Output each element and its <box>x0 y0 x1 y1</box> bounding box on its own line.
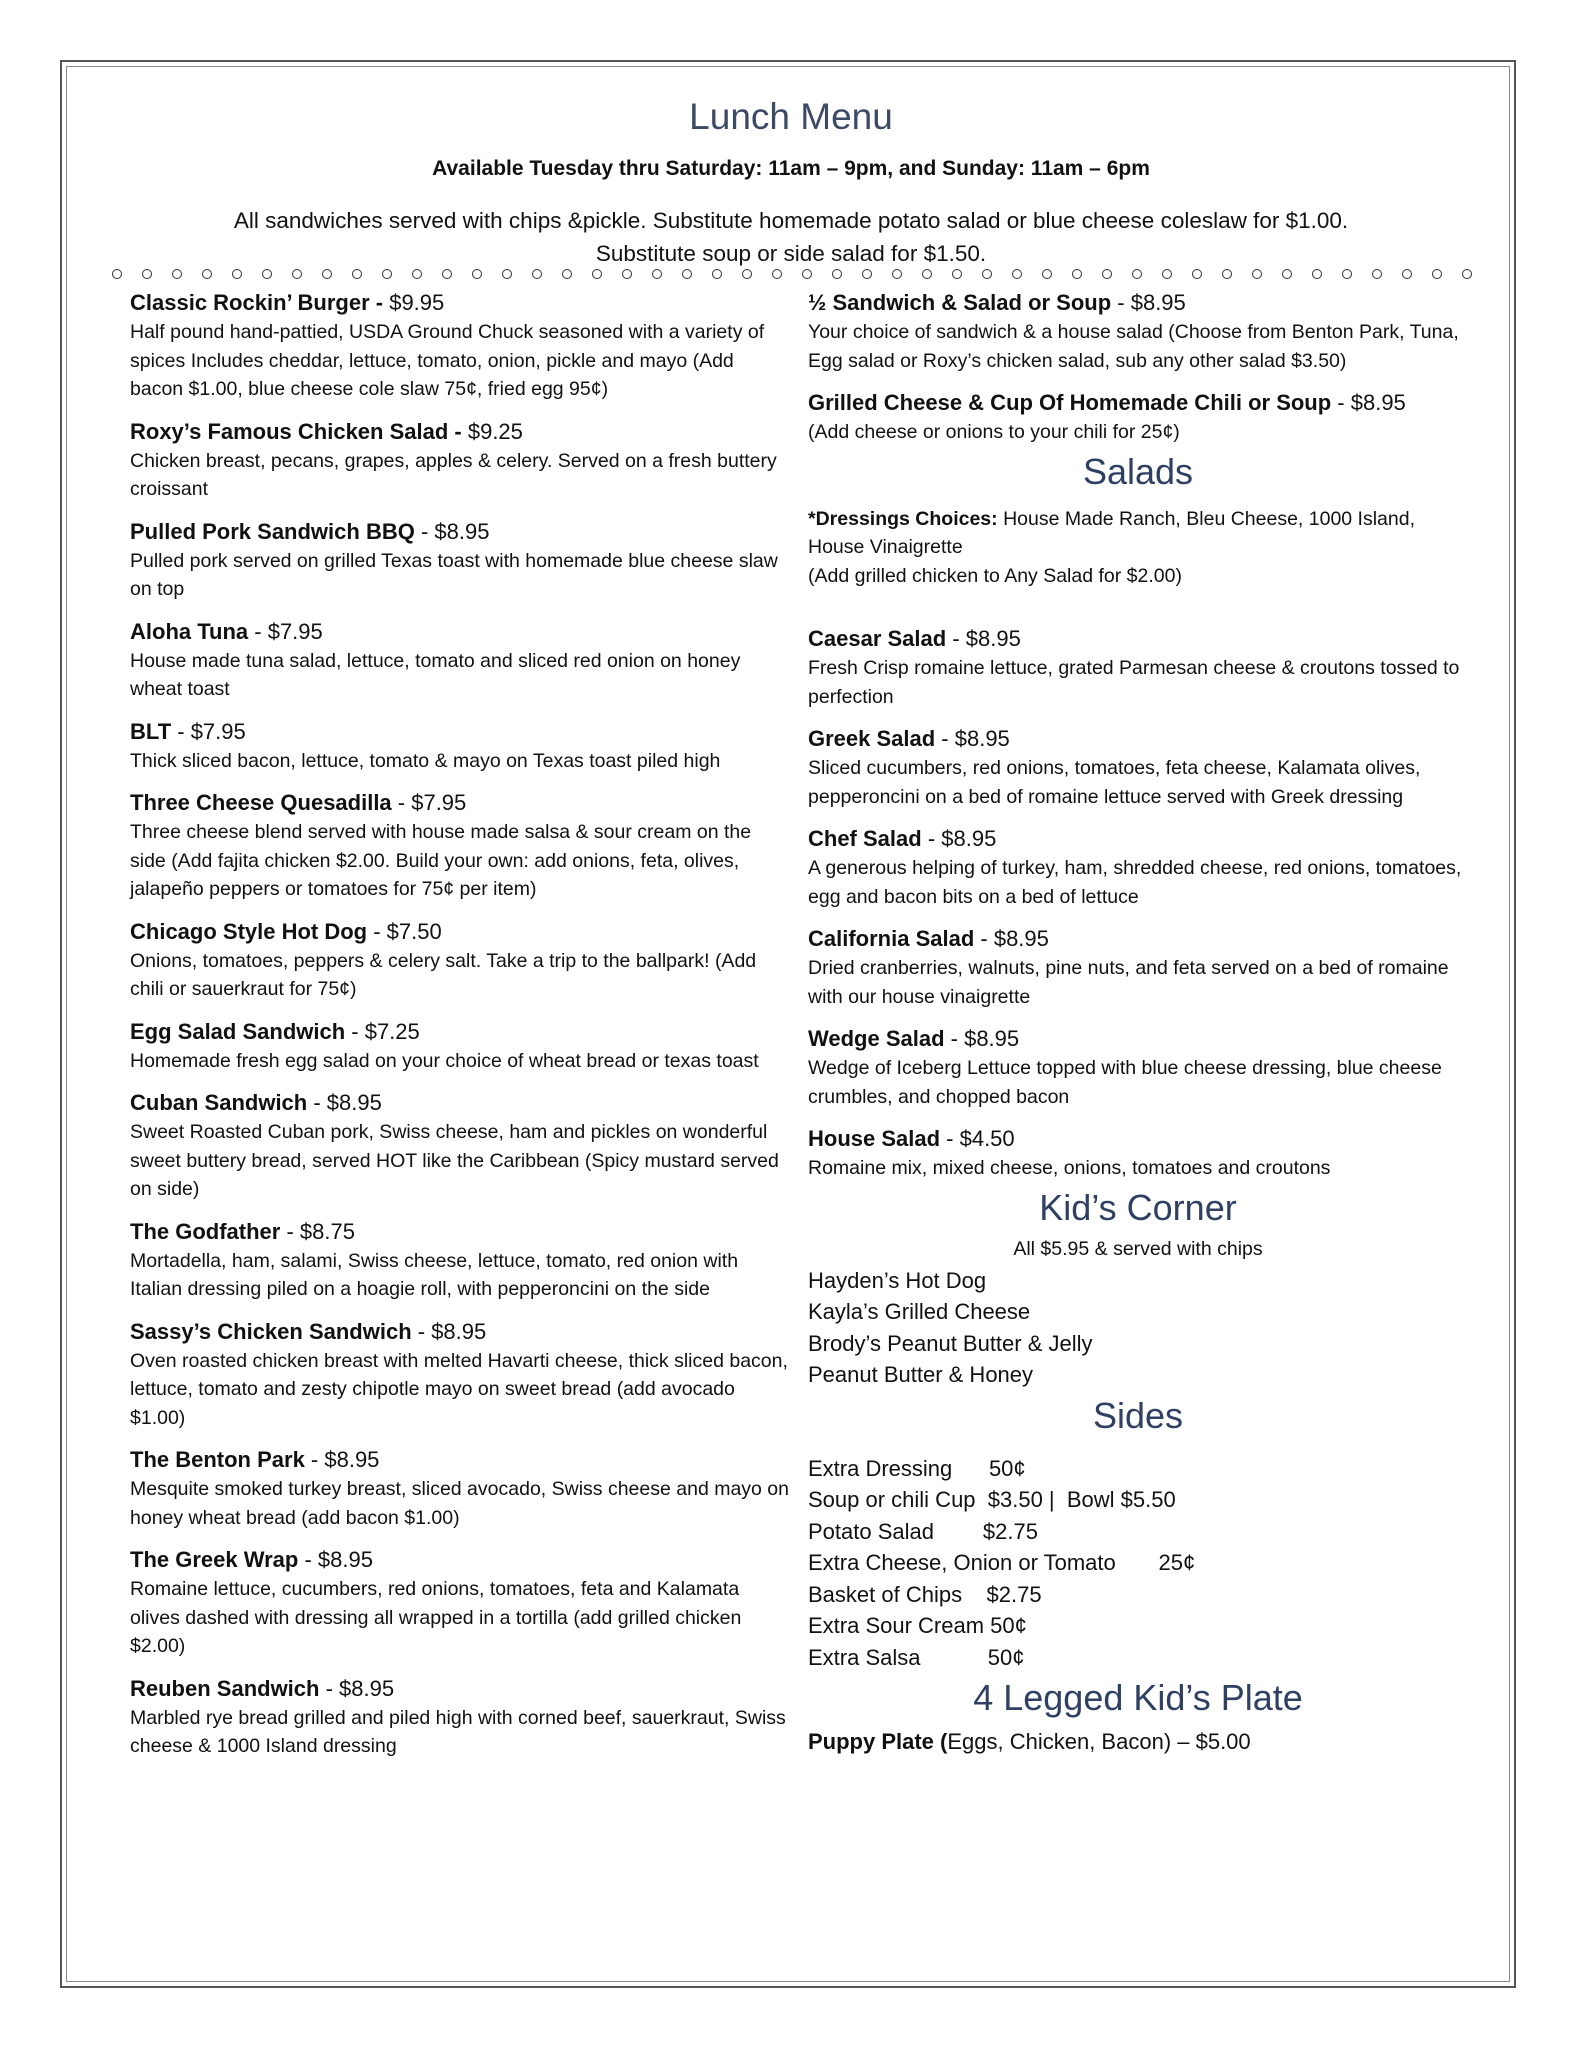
item-price: - $8.95 <box>414 518 490 544</box>
divider-dot <box>412 269 422 279</box>
menu-item <box>130 1017 790 1076</box>
divider-dot <box>1432 269 1442 279</box>
kids-corner-note: All $5.95 & served with chips <box>1013 1237 1263 1260</box>
item-price: - $8.95 <box>1111 290 1186 315</box>
divider-dot <box>1042 269 1052 279</box>
divider-dot <box>1102 269 1112 279</box>
item-description: Romaine lettuce, cucumbers, red onions, tomatoes, feta and Kalamata olives dashed with dressing all wrapped in a tortilla (add grilled chicken $2.00) <box>130 1578 742 1657</box>
item-price: $9.25 <box>461 418 523 444</box>
item-description: Dried cranberries, walnuts, pine nuts, and feta served on a bed of romaine with our house vinaigrette <box>808 957 1449 1008</box>
divider-dot <box>772 269 782 279</box>
divider-dot <box>1312 269 1322 279</box>
item-description: Mortadella, ham, salami, Swiss cheese, lettuce, tomato, red onion with Italian dressing piled on a hoagie roll, with pepperoncini on the side <box>130 1249 739 1300</box>
divider-dot <box>202 269 212 279</box>
item-description: Chicken breast, pecans, grapes, apples & celery. Served on a fresh buttery croissant <box>130 449 777 500</box>
divider-dot <box>442 269 452 279</box>
item-description: Three cheese blend served with house made salsa & sour cream on the side (Add fajita chicken $2.00. Build your own: add onions, feta, olives, jalapeño peppers or tomatoes for 75¢ per item) <box>130 821 752 900</box>
item-name: California Salad <box>808 926 975 951</box>
divider-dot <box>562 269 572 279</box>
divider-dot <box>1072 269 1082 279</box>
item-price: - $8.95 <box>974 926 1049 951</box>
availability-hours: Available Tuesday thru Saturday: 11am – 9pm, and Sunday: 11am – 6pm <box>432 157 1150 180</box>
menu-item <box>130 1445 790 1532</box>
divider-dot <box>1342 269 1352 279</box>
item-price: - $7.25 <box>345 1018 420 1044</box>
divider-dot <box>952 269 962 279</box>
divider-dot <box>1372 269 1382 279</box>
divider-dot <box>862 269 872 279</box>
sandwich-note <box>0 204 1582 270</box>
salads-heading: Salads <box>1082 450 1194 492</box>
kids-item: Kayla’s Grilled Cheese <box>808 1299 1031 1324</box>
right-column <box>808 288 1468 1757</box>
divider-dot <box>322 269 332 279</box>
divider-dot <box>622 269 632 279</box>
divider-dot <box>232 269 242 279</box>
kids-item: Brody’s Peanut Butter & Jelly <box>808 1330 1093 1356</box>
item-name: BLT <box>130 718 172 744</box>
item-description: Oven roasted chicken breast with melted Havarti cheese, thick sliced bacon, lettuce, tomato and zesty chipotle mayo on sweet bread (add avocado $1.00) <box>130 1349 788 1429</box>
kids-item: Peanut Butter & Honey <box>808 1362 1034 1387</box>
salad-item <box>808 924 1468 1011</box>
item-price: - $8.95 <box>298 1547 373 1572</box>
divider-dot <box>1192 269 1202 279</box>
divider-dot <box>262 269 272 279</box>
menu-item <box>130 1088 790 1204</box>
side-row: Basket of Chips $2.75 <box>808 1581 1042 1607</box>
kids-item: Hayden’s Hot Dog <box>808 1267 987 1293</box>
item-name: Classic Rockin’ Burger - <box>130 290 384 315</box>
divider-dot <box>1132 269 1142 279</box>
item-name: Egg Salad Sandwich <box>130 1018 346 1044</box>
add-chicken-note: (Add grilled chicken to Any Salad for $2.00) <box>808 564 1182 587</box>
item-price: - $7.95 <box>391 790 467 815</box>
divider-dot <box>352 269 362 279</box>
kids-corner-heading: Kid’s Corner <box>1039 1186 1237 1228</box>
menu-item <box>130 717 790 776</box>
item-description: Onions, tomatoes, peppers & celery salt. Take a trip to the ballpark! (Add chili or sauerkraut for 75¢) <box>130 949 757 1000</box>
item-price: - $8.95 <box>307 1090 382 1115</box>
divider-dot <box>532 269 542 279</box>
divider-dot <box>592 269 602 279</box>
item-name: Greek Salad <box>808 726 936 751</box>
divider-dot <box>712 269 722 279</box>
item-description: Mesquite smoked turkey breast, sliced avocado, Swiss cheese and mayo on honey wheat bread (add bacon $1.00) <box>130 1478 790 1529</box>
item-description: Pulled pork served on grilled Texas toast with homemade blue cheese slaw on top <box>130 549 778 600</box>
item-price: Eggs, Chicken, Bacon) – $5.00 <box>947 1729 1251 1754</box>
item-price: - $8.95 <box>944 1026 1020 1051</box>
item-name: The Godfather <box>130 1218 281 1244</box>
item-name: ½ Sandwich & Salad or Soup <box>808 290 1112 315</box>
divider-dot <box>1252 269 1262 279</box>
item-description: Your choice of sandwich & a house salad (Choose from Benton Park, Tuna, Egg salad or Roxy’s chicken salad, sub any other salad $3.50) <box>808 321 1459 372</box>
dressings-text: House Made Ranch, Bleu Cheese, 1000 Island, House Vinaigrette <box>808 507 1416 558</box>
item-price: - $8.95 <box>935 726 1010 751</box>
item-description: Sweet Roasted Cuban pork, Swiss cheese, ham and pickles on wonderful sweet buttery bread, served HOT like the Caribbean (Spicy mustard served on side) <box>130 1121 779 1200</box>
menu-item <box>130 517 790 604</box>
side-row: Potato Salad $2.75 <box>808 1518 1038 1544</box>
divider-dot <box>382 269 392 279</box>
divider-dot <box>502 269 512 279</box>
divider-dot <box>742 269 752 279</box>
menu-item <box>130 617 790 704</box>
item-name: The Benton Park <box>130 1447 305 1472</box>
item-name: The Greek Wrap <box>130 1547 299 1572</box>
item-name: Grilled Cheese & Cup Of Homemade Chili or Soup <box>808 390 1332 415</box>
menu-item <box>130 788 790 904</box>
divider-dot <box>172 269 182 279</box>
item-name: Wedge Salad <box>808 1026 945 1051</box>
divider-dot <box>982 269 992 279</box>
side-row: Extra Salsa 50¢ <box>808 1644 1025 1670</box>
item-description: Thick sliced bacon, lettuce, tomato & mayo on Texas toast piled high <box>130 749 721 772</box>
item-name: Chicago Style Hot Dog <box>130 918 368 944</box>
item-name: House Salad <box>808 1126 941 1151</box>
item-price: - $8.75 <box>280 1218 355 1244</box>
divider-dot <box>682 269 692 279</box>
item-price: - $8.95 <box>946 626 1021 651</box>
divider-dot <box>1162 269 1172 279</box>
puppy-plate-item <box>808 1727 1468 1757</box>
divider-dot <box>1012 269 1022 279</box>
divider-dot <box>472 269 482 279</box>
item-description: Half pound hand-pattied, USDA Ground Chuck seasoned with a variety of spices Includes cheddar, lettuce, tomato, onion, pickle and mayo (Add bacon $1.00, blue cheese cole slaw 75¢, fried egg 95¢) <box>130 321 765 400</box>
sandwich-note-line1: All sandwiches served with chips &pickle. Substitute homemade potato salad or blue cheese coleslaw for $1.00. <box>233 208 1349 233</box>
item-price: - $7.95 <box>248 618 323 644</box>
menu-item <box>130 917 790 1004</box>
item-description: Wedge of Iceberg Lettuce topped with blue cheese dressing, blue cheese crumbles, and chopped bacon <box>808 1057 1442 1108</box>
item-description: (Add cheese or onions to your chili for 25¢) <box>808 421 1180 443</box>
menu-item <box>808 388 1468 447</box>
menu-title: Lunch Menu <box>689 96 893 137</box>
item-name: Reuben Sandwich <box>130 1675 320 1701</box>
item-name: Caesar Salad <box>808 626 947 651</box>
menu-item <box>130 1545 790 1661</box>
item-description: Fresh Crisp romaine lettuce, grated Parmesan cheese & croutons tossed to perfection <box>808 657 1460 708</box>
dressings-label: *Dressings Choices: <box>808 507 998 530</box>
divider-dot <box>832 269 842 279</box>
item-description: A generous helping of turkey, ham, shredded cheese, red onions, tomatoes, egg and bacon bits on a bed of lettuce <box>808 857 1462 908</box>
menu-item <box>130 1674 790 1761</box>
item-name: Pulled Pork Sandwich BBQ <box>130 518 415 544</box>
divider-dot <box>292 269 302 279</box>
item-name: Roxy’s Famous Chicken Salad - <box>130 418 462 444</box>
menu-item <box>130 1217 790 1304</box>
item-description: House made tuna salad, lettuce, tomato and sliced red onion on honey wheat toast <box>130 649 741 700</box>
item-price: - $4.50 <box>940 1126 1015 1151</box>
item-name: Sassy’s Chicken Sandwich <box>130 1318 412 1344</box>
divider-dot <box>1462 269 1472 279</box>
divider-dot <box>1402 269 1412 279</box>
divider-dot <box>892 269 902 279</box>
menu-item <box>130 1317 790 1433</box>
divider-dot <box>652 269 662 279</box>
side-row: Extra Cheese, Onion or Tomato 25¢ <box>808 1550 1196 1575</box>
sides-heading: Sides <box>1092 1394 1184 1436</box>
dog-plate-heading: 4 Legged Kid’s Plate <box>973 1677 1303 1718</box>
item-description: Sliced cucumbers, red onions, tomatoes, feta cheese, Kalamata olives, pepperoncini on a bed of romaine lettuce served with Greek dressing <box>808 757 1421 808</box>
salad-item <box>808 1124 1468 1183</box>
item-description: Homemade fresh egg salad on your choice of wheat bread or texas toast <box>130 1049 759 1072</box>
item-description: Romaine mix, mixed cheese, onions, tomatoes and croutons <box>808 1157 1331 1179</box>
item-price: - $8.95 <box>319 1675 395 1701</box>
dressings-note <box>808 505 1468 562</box>
item-name: Cuban Sandwich <box>130 1090 308 1115</box>
item-price: - $7.50 <box>367 918 442 944</box>
side-row: Soup or chili Cup $3.50 | Bowl $5.50 <box>808 1487 1176 1512</box>
item-price: - $7.95 <box>171 718 246 744</box>
salad-item <box>808 1024 1468 1111</box>
divider-dot <box>112 269 122 279</box>
menu-item <box>130 417 790 504</box>
item-price: - $8.95 <box>304 1447 380 1472</box>
dotted-divider <box>112 269 1472 279</box>
menu-item <box>808 288 1468 375</box>
divider-dot <box>922 269 932 279</box>
divider-dot <box>142 269 152 279</box>
salad-item <box>808 724 1468 811</box>
side-row: Extra Sour Cream 50¢ <box>808 1613 1027 1638</box>
item-name: Aloha Tuna <box>130 618 249 644</box>
item-name: Three Cheese Quesadilla <box>130 790 392 815</box>
sandwich-note-line2: Substitute soup or side salad for $1.50. <box>595 241 987 266</box>
salad-item <box>808 624 1468 711</box>
item-name: Puppy Plate ( <box>808 1729 948 1754</box>
salad-item <box>808 824 1468 911</box>
item-price: - $8.95 <box>411 1318 487 1344</box>
item-price: $9.95 <box>383 290 445 315</box>
sandwiches-column <box>130 288 790 1774</box>
divider-dot <box>1282 269 1292 279</box>
item-description: Marbled rye bread grilled and piled high with corned beef, sauerkraut, Swiss cheese & 1000 Island dressing <box>130 1706 786 1757</box>
item-price: - $8.95 <box>1331 390 1406 415</box>
item-price: - $8.95 <box>921 826 997 851</box>
divider-dot <box>1222 269 1232 279</box>
item-name: Chef Salad <box>808 826 922 851</box>
menu-item <box>130 288 790 404</box>
side-row: Extra Dressing 50¢ <box>808 1455 1026 1481</box>
divider-dot <box>802 269 812 279</box>
